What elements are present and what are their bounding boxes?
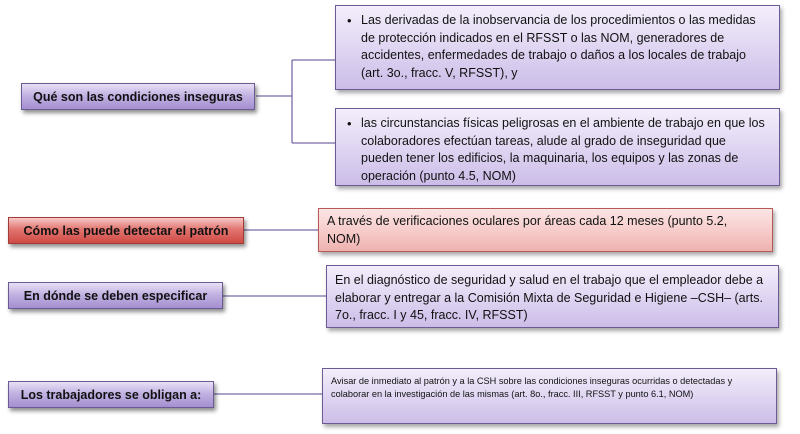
detail-text: A través de verificaciones oculares por áreas cada 12 meses (punto 5.2, NOM)	[327, 214, 728, 246]
bullet-list	[344, 12, 771, 82]
label-how-employer-detects	[8, 217, 244, 244]
detail-unsafe-conditions-definition-2	[335, 108, 780, 186]
detail-unsafe-conditions-definition-1	[335, 5, 780, 90]
label-text: En dónde se deben especificar	[23, 288, 208, 303]
label-where-to-specify	[8, 282, 223, 309]
detail-how-employer-detects	[318, 208, 773, 252]
label-workers-obligation	[8, 381, 214, 408]
detail-where-to-specify	[326, 265, 779, 328]
detail-text: Avisar de inmediato al patrón y a la CSH sobre las condiciones inseguras ocurridas o detectadas y colaborar en la investigación de las mismas (art. 8o., fracc. III, RFSST y punto 6.1, NOM)	[331, 376, 733, 399]
label-text: Cómo las puede detectar el patrón	[23, 223, 229, 238]
bullet-item: • Las derivadas de la inobservancia de los procedimientos o las medidas de protección indicados en el RFSST o las NOM, generadores de accidentes, enfermedades de trabajo o daños a los locales de trabajo (art. 3o., fracc. V, RFSST), y	[361, 12, 771, 82]
detail-text: En el diagnóstico de seguridad y salud en el trabajo que el empleador debe a elaborar y entregar a la Comisión Mixta de Seguridad e Higiene –CSH– (arts. 7o., fracc. I y 45, fracc. IV, RFSST)	[335, 273, 764, 322]
bullet-list	[344, 115, 771, 185]
detail-workers-obligation	[322, 368, 777, 424]
label-text: Qué son las condiciones inseguras	[33, 89, 243, 104]
label-text: Los trabajadores se obligan a:	[20, 387, 202, 402]
label-what-are-unsafe-conditions	[21, 83, 255, 110]
bullet-item: • las circunstancias físicas peligrosas en el ambiente de trabajo en que los colaboradores efectúan tareas, alude al grado de inseguridad que pueden tener los edificios, la maquinaria, los equipos y las zonas de operación (punto 4.5, NOM)	[361, 115, 771, 185]
